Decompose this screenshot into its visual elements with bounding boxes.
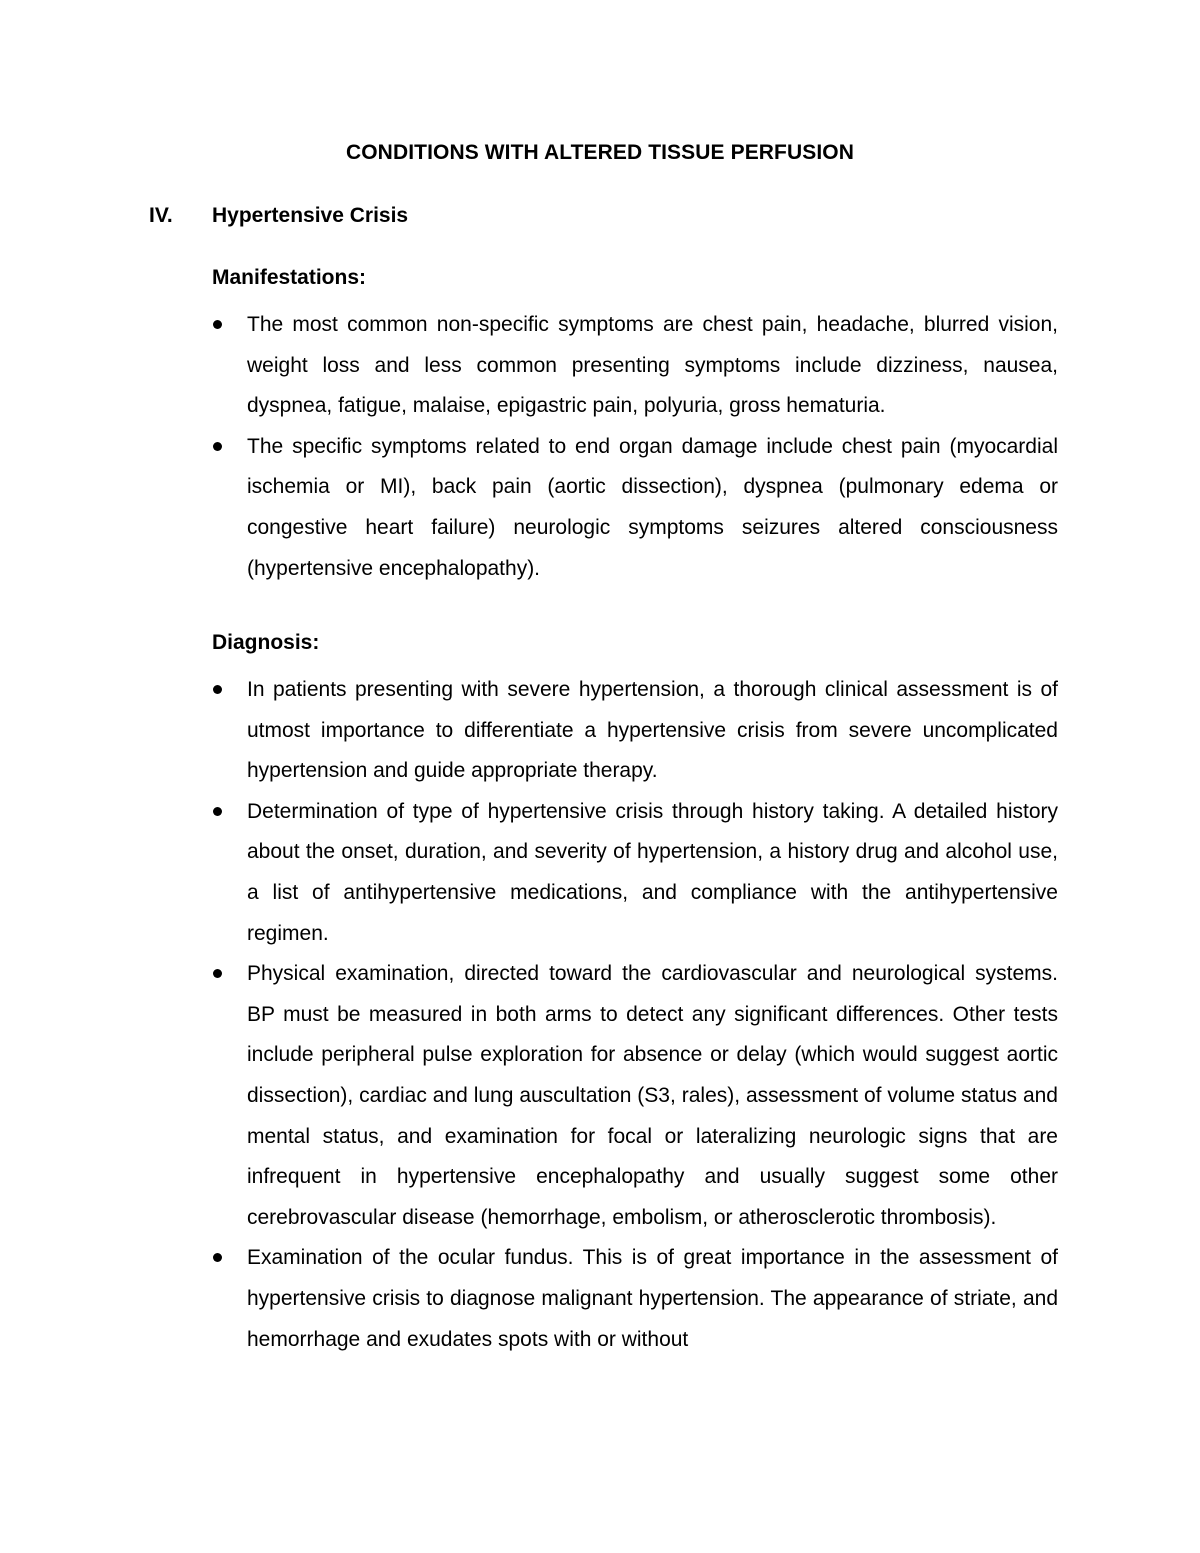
manifestations-list: [212, 305, 1058, 589]
list-item: [212, 954, 1058, 1238]
diagnosis-list: [212, 670, 1058, 1360]
list-item-text: Determination of type of hypertensive crisis through history taking. A detailed history about the onset, duration, and severity of hypertension, a history drug and alcohol use, a list of antihypertensive medications, and compliance with the antihypertensive regimen.: [247, 799, 1058, 945]
section-heading: [149, 204, 408, 228]
list-item-text: The most common non-specific symptoms are chest pain, headache, blurred vision, weight loss and less common presenting symptoms include dizziness, nausea, dyspnea, fatigue, malaise, epigastric pain, polyuria, gross hematuria.: [247, 313, 1058, 418]
manifestations-heading: Manifestations:: [212, 266, 367, 289]
section-title: Hypertensive Crisis: [212, 204, 409, 227]
list-item: [212, 670, 1058, 792]
bullet-icon: [213, 685, 222, 694]
bullet-icon: [213, 320, 222, 329]
list-item: [212, 1238, 1058, 1360]
document-title: CONDITIONS WITH ALTERED TISSUE PERFUSION: [345, 141, 854, 164]
bullet-icon: [213, 969, 222, 978]
bullet-icon: [213, 807, 222, 816]
diagnosis-heading: Diagnosis:: [212, 631, 320, 654]
list-item: [212, 792, 1058, 954]
bullet-icon: [213, 1253, 222, 1262]
list-item-text: The specific symptoms related to end organ damage include chest pain (myocardial ischemia or MI), back pain (aortic dissection), dyspnea (pulmonary edema or congestive heart failure) neurologic symptoms seizures altered consciousness (hypertensive encephalopathy).: [247, 434, 1058, 580]
list-item-text: Examination of the ocular fundus. This is of great importance in the assessment of hypertensive crisis to diagnose malignant hypertension. The appearance of striate, and hemorrhage and exudates spots with or without: [247, 1246, 1058, 1351]
list-item: [212, 305, 1058, 427]
section-number: IV.: [149, 204, 173, 227]
bullet-icon: [213, 442, 222, 451]
list-item: [212, 427, 1058, 589]
list-item-text: In patients presenting with severe hypertension, a thorough clinical assessment is of utmost importance to differentiate a hypertensive crisis from severe uncomplicated hypertension and guide appropriate therapy.: [247, 678, 1058, 783]
list-item-text: Physical examination, directed toward the cardiovascular and neurological systems. BP must be measured in both arms to detect any significant differences. Other tests include peripheral pulse exploration for absence or delay (which would suggest aortic dissection), cardiac and lung auscultation (S3, rales), assessment of volume status and mental status, and examination for focal or lateralizing neurologic signs that are infrequent in hypertensive encephalopathy and usually suggest some other cerebrovascular disease (hemorrhage, embolism, or atherosclerotic thrombosis).: [247, 962, 1058, 1229]
